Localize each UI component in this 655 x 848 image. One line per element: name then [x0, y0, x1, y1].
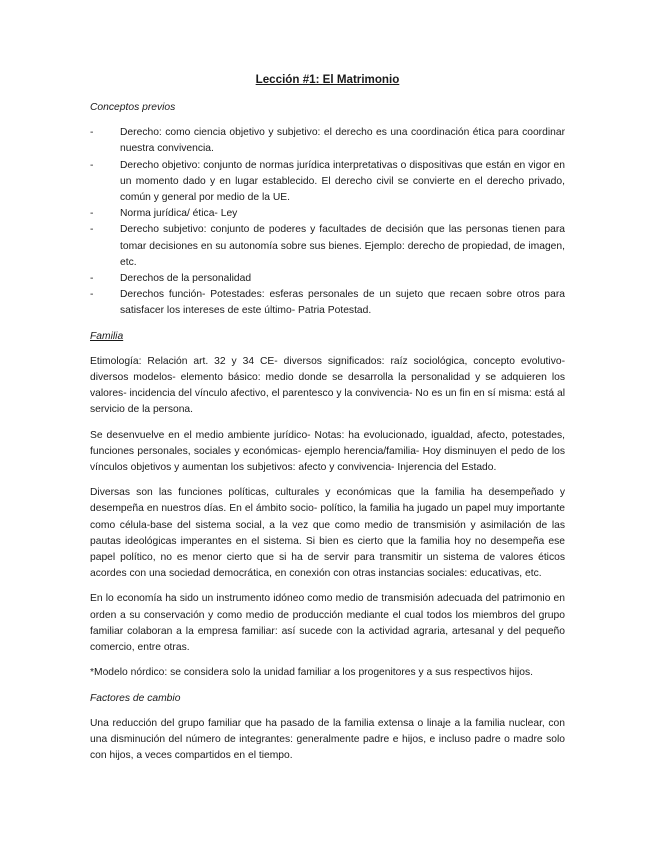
section-heading-conceptos: Conceptos previos	[90, 102, 176, 113]
list-item	[90, 271, 565, 287]
list-item-text: Derecho objetivo: conjunto de normas jurídica interpretativas o dispositivas que están en vigor en un momento dado y en lugar establecido. El derecho civil se convierte en el derecho privado, común y general por medio de la UE.	[120, 159, 565, 204]
list-item	[90, 222, 565, 271]
list-item	[90, 287, 565, 319]
list-item	[90, 206, 565, 222]
section-heading-factores: Factores de cambio	[90, 692, 181, 704]
dash-bullet: -	[90, 289, 94, 301]
paragraph-reduccion: Una reducción del grupo familiar que ha pasado de la familia extensa o linaje a la familia nuclear, con una disminución del número de integrantes: generalmente padre e hijos, e incluso padre o madre solo con hijos, a veces compartidos en el tiempo.	[90, 717, 565, 762]
section-heading-familia: Familia	[90, 330, 124, 342]
dash-bullet: -	[90, 159, 94, 171]
document-title: Lección #1: El Matrimonio	[255, 73, 400, 86]
conceptos-list	[90, 125, 565, 319]
list-item	[90, 125, 565, 157]
paragraph-economia: En lo economía ha sido un instrumento idóneo como medio de transmisión adecuada del patrimonio en orden a su conservación y como medio de producción mediante el cual todos los miembros del grupo familiar colaboran a la empresa familiar: así sucede con la actividad agraria, artesanal y del pequeño comercio, entre otras.	[90, 593, 565, 654]
document-page	[90, 72, 565, 773]
paragraph-etimologia: Etimología: Relación art. 32 y 34 CE- diversos significados: raíz sociológica, concepto evolutivo- diversos modelos- elemento básico: medio donde se desarrolla la personalidad y se adquieren los valores- incidencia del vínculo afectivo, el parentesco y la convivencia- No es un fin en sí misma: está al servicio de la persona.	[90, 355, 565, 416]
list-item-text: Derechos función- Potestades: esferas personales de un sujeto que recaen sobre otros para satisfacer los intereses de este último- Patria Potestad.	[120, 289, 565, 317]
dash-bullet: -	[90, 224, 94, 236]
list-item-text: Derecho: como ciencia objetivo y subjetivo: el derecho es una coordinación ética para coordinar nuestra convivencia.	[120, 127, 565, 155]
list-item-text: Derechos de la personalidad	[120, 273, 252, 285]
dash-bullet: -	[90, 127, 94, 139]
dash-bullet: -	[90, 273, 94, 285]
list-item-text: Derecho subjetivo: conjunto de poderes y facultades de decisión que las personas tienen para tomar decisiones en su autonomía sobre sus bienes. Ejemplo: derecho de propiedad, de imagen, etc.	[120, 224, 565, 268]
dash-bullet: -	[90, 208, 94, 220]
paragraph-funciones: Diversas son las funciones políticas, culturales y económicas que la familia ha desempeñado y desempeña en nuestros días. En el ámbito socio- político, la familia ha jugado un papel muy importante como célula-base del sistema social, a la vez que como medio de transmisión y asimilación de las pautas ideológicas imperantes en el sistema. Si bien es cierto que la familia hoy no desempeña ese papel político, no es menor cierto que si ha de servir para transmitir un sistema de valores éticos acordes con una sociedad democrática, en conexión con otras instancias sociales: educativas, etc.	[90, 487, 565, 580]
list-item-text: Norma jurídica/ ética- Ley	[120, 208, 238, 220]
paragraph-desenvuelve: Se desenvuelve en el medio ambiente jurídico- Notas: ha evolucionado, igualdad, afecto, potestades, funciones personales, sociales y económicas- ejemplo herencia/familia- Hoy disminuyen el pedo de los vínculos objetivos y aumentan los subjetivos: afecto y convivencia- Injerencia del Estado.	[90, 429, 565, 474]
paragraph-modelo-nordico: *Modelo nórdico: se considera solo la unidad familiar a los progenitores y a sus respectivos hijos.	[90, 667, 533, 679]
list-item	[90, 158, 565, 207]
